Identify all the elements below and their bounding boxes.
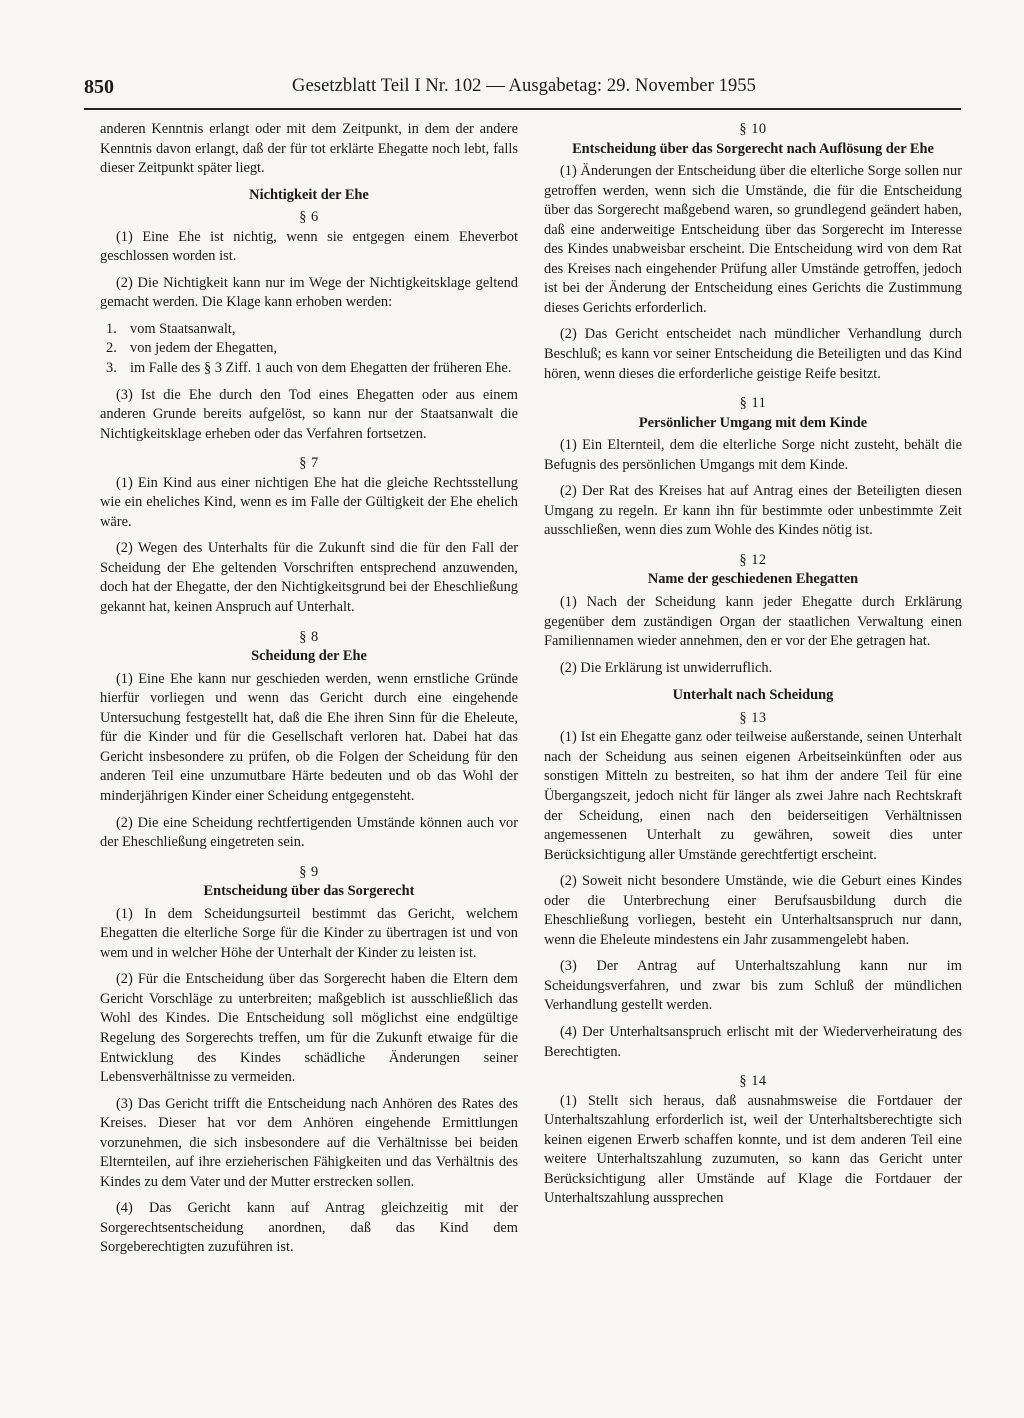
list-item-number: 2. [106,340,117,357]
section-heading: Entscheidung über das Sorgerecht [203,883,415,900]
paragraph: (3) Das Gericht trifft die Entscheidung nach Anhören des Rates des Kreises. Dieser hat vor dem Anhören eingehende Ermittlungen vorzunehmen, die sich insbesondere auf die Verhältnisse bei beiden Elternteilen, auf ihre erzieherischen Fähigkeiten und das Verhältnis des Kindes zu dem Vater und der Mutter erstrecken sollen. [100,1095,518,1190]
paragraph: (1) Änderungen der Entscheidung über die elterliche Sorge sollen nur getroffen werden, wenn sich die Umstände, die für die Entscheidung über das Sorgerecht maßgebend waren, so grundlegend geändert haben, daß eine anderweitige Entscheidung über das Sorgerecht im Interesse des Kindes unabweisbar erscheint. Die Entscheidung wird von dem Rat des Kreises nach eingehender Prüfung aller Umstände getroffen, jedoch ist bei der Änderung der Entscheidung eines Gerichts die Zustimmung dieses Gerichts erforderlich. [544,163,962,316]
paragraph: (2) Soweit nicht besondere Umstände, wie die Geburt eines Kindes oder die Unterbrechung einer Berufsausbildung durch die Eheschließung vorliegen, besteht ein Unterhaltsanspruch nur dann, wenn die Eheleute mindestens ein Jahr zusammengelebt haben. [544,873,962,948]
list-item [100,339,518,359]
paragraph: (3) Ist die Ehe durch den Tod eines Ehegatten oder aus einem anderen Grunde bereits aufgelöst, so kann nur der Staatsanwalt die Nichtigkeitsklage erheben oder das Verfahren fortsetzen. [100,386,518,442]
section-heading: Name der geschiedenen Ehegatten [647,571,859,588]
list-item-number: 1. [106,320,117,337]
list-item-text: vom Staatsanwalt, [130,320,236,337]
paragraph: (1) Eine Ehe kann nur geschieden werden, wenn ernstliche Gründe hierfür vorliegen und wenn das Gericht durch eine eingehende Untersuchung festgestellt hat, daß die Ehe ihren Sinn für die Eheleute, für die Kinder und für die Gesellschaft verloren hat. Dabei hat das Gericht insbesondere zu prüfen, ob die Folgen der Scheidung für den anderen Teil eine unzumutbare Härte bedeuten und ob das Wohl der minderjährigen Kinder einer Scheidung entgegensteht. [100,670,518,804]
section-number: § 8 [299,628,319,645]
section-number: § 9 [299,863,319,880]
paragraph: (1) In dem Scheidungsurteil bestimmt das Gericht, welchem Ehegatten die elterliche Sorge für die Kinder zu übertragen ist und von wem und in welcher Höhe der Unterhalt der Kinder zu leisten ist. [100,905,518,961]
paragraph: (1) Nach der Scheidung kann jeder Ehegatte durch Erklärung gegenüber dem zuständigen Organ der staatlichen Verwaltung einen Familiennamen wieder annehmen, den er vor der Ehe getragen hat. [544,594,962,650]
list-item-number: 3. [106,360,117,377]
paragraph: (2) Die Erklärung ist unwiderruflich. [560,659,773,676]
paragraph: (3) Der Antrag auf Unterhaltszahlung kann nur im Scheidungsverfahren, und zwar bis zum Schluß der mündlichen Verhandlung gestellt werden. [544,958,962,1014]
paragraph: (1) Ist ein Ehegatte ganz oder teilweise außerstande, seinen Unterhalt nach der Scheidung aus seinen eigenen Arbeitseinkünften oder aus sonstigen Mitteln zu bestreiten, so hat ihm der andere Teil für eine Übergangszeit, jedoch nicht für länger als zwei Jahre nach Rechtskraft der Scheidung, einen nach den beiderseitigen Verhältnissen angemessenen Unterhalt zu gewähren, soweit dies unter Berücksichtigung aller Umstände gerechtfertigt erscheint. [544,729,962,863]
right-column [544,120,962,1216]
section-number: § 10 [739,121,767,137]
paragraph: (2) Für die Entscheidung über das Sorgerecht haben die Eltern dem Gericht Vorschläge zu unterbreiten; maßgeblich ist ausschließlich das Wohl des Kindes. Die Entscheidung soll möglichst eine endgültige Regelung des Sorgerechts treffen, um für die Zukunft etwaige für die Entwicklung des Kindes schädliche Änderungen seiner Lebensverhältnisse zu vermeiden. [100,971,518,1086]
section-heading: Scheidung der Ehe [251,648,367,665]
section-number: § 6 [299,209,319,226]
numbered-list [100,320,518,379]
paragraph: (1) Ein Elternteil, dem die elterliche Sorge nicht zusteht, behält die Befugnis des persönlichen Umgangs mit dem Kinde. [544,437,962,473]
paragraph-continuation: anderen Kenntnis erlangt oder mit dem Zeitpunkt, in dem der andere Kenntnis davon erlangt, daß der für tot erklärte Ehegatte noch lebt, falls dieser Zeitpunkt später liegt. [100,121,518,177]
paragraph: (2) Die Nichtigkeit kann nur im Wege der Nichtigkeitsklage geltend gemacht werden. Die Klage kann erhoben werden: [100,274,518,311]
paragraph: (2) Das Gericht entscheidet nach mündlicher Verhandlung durch Beschluß; es kann vor seiner Entscheidung die Beteiligten und das Kind hören, wenn dieses die erforderliche geistige Reife besitzt. [544,326,962,382]
section-heading: Nichtigkeit der Ehe [249,186,369,203]
list-item [100,320,518,340]
section-heading: Entscheidung über das Sorgerecht nach Auflösung der Ehe [572,140,934,157]
list-item-text: von jedem der Ehegatten, [130,340,278,357]
page-number: 850 [84,76,114,98]
page-header [84,76,961,110]
paragraph: (1) Eine Ehe ist nichtig, wenn sie entgegen einem Eheverbot geschlossen worden ist. [100,228,518,265]
paragraph: (2) Der Rat des Kreises hat auf Antrag eines der Beteiligten diesen Umgang zu regeln. Er kann ihn für bestimmte oder unbestimmte Zeit ausschließen, wenn dies zum Wohle des Kindes nötig ist. [544,483,962,539]
left-column [100,120,518,1265]
list-item-text: im Falle des § 3 Ziff. 1 auch von dem Ehegatten der früheren Ehe. [130,360,512,377]
section-heading: Unterhalt nach Scheidung [672,687,834,704]
paragraph: (2) Die eine Scheidung rechtfertigenden Umstände können auch vor der Eheschließung eingetreten sein. [100,814,518,851]
paragraph: (4) Der Unterhaltsanspruch erlischt mit der Wiederverheiratung des Berechtigten. [544,1023,962,1060]
paragraph: (1) Stellt sich heraus, daß ausnahmsweise die Fortdauer der Unterhaltszahlung erforderlich ist, weil der Unterhaltsberechtigte sich keinen eigenen Erwerb schaffen konnte, und ist dem anderen Teil eine weitere Unterhaltszahlung zuzumuten, so kann das Gericht unter Berücksichtigung aller Umstände auf Klage die Fortdauer der Unterhaltszahlung aussprechen [544,1092,962,1207]
running-title: Gesetzblatt Teil I Nr. 102 — Ausgabetag: 29. November 1955 [292,76,756,96]
section-number: § 7 [299,455,319,472]
list-item [100,359,518,379]
section-heading: Persönlicher Umgang mit dem Kinde [638,414,868,431]
paragraph: (1) Ein Kind aus einer nichtigen Ehe hat die gleiche Rechtsstellung wie ein eheliches Kind, wenn es im Falle der Gültigkeit der Ehe ehelich wäre. [100,474,518,530]
section-number: § 11 [739,395,767,412]
section-number: § 12 [739,551,767,568]
section-number: § 14 [739,1073,767,1090]
section-number: § 13 [739,709,767,726]
paragraph: (2) Wegen des Unterhalts für die Zukunft sind die für den Fall der Scheidung der Ehe geltenden Vorschriften entsprechend anzuwenden, doch hat der Ehegatte, der den Nichtigkeitsgrund bei der Eheschließung gekannt hat, keinen Anspruch auf Unterhalt. [100,540,518,616]
paragraph: (4) Das Gericht kann auf Antrag gleichzeitig mit der Sorgerechtsentscheidung anordnen, daß das Kind dem Sorgeberechtigten zuzuführen ist. [100,1200,518,1256]
